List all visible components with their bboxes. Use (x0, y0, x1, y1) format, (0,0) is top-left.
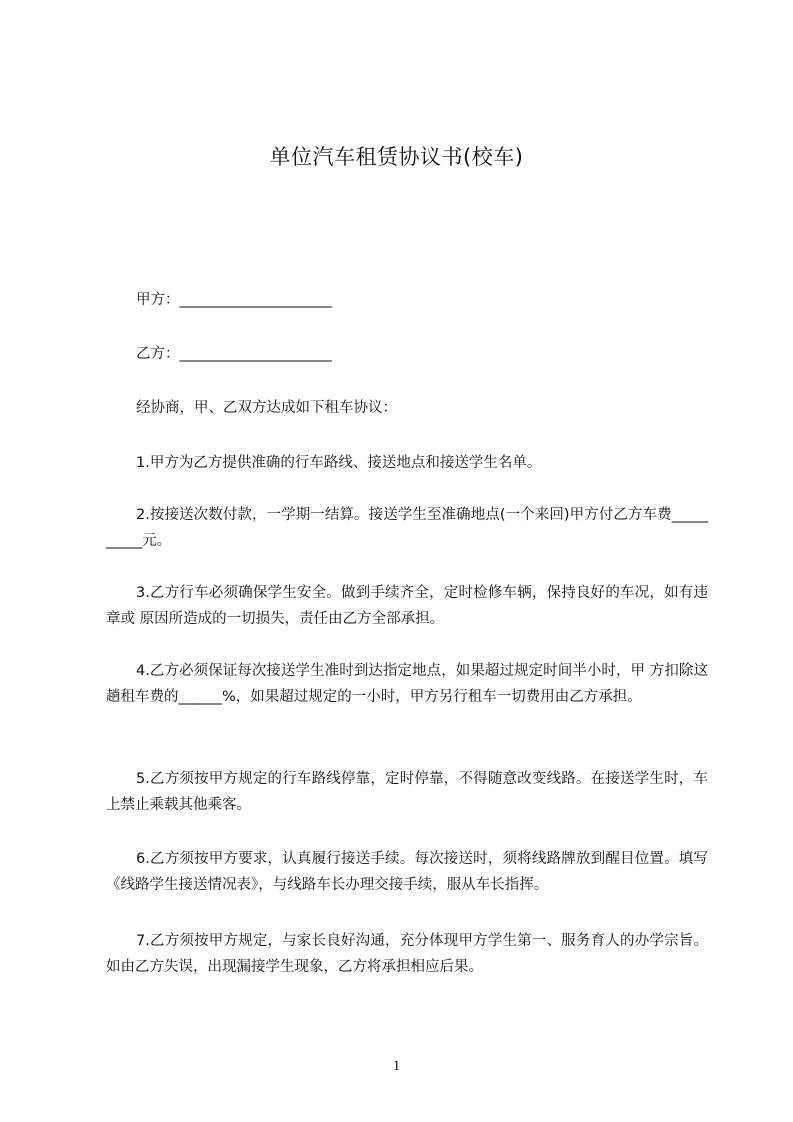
clause-3: 3.乙方行车必须确保学生安全。做到手续齐全，定时检修车辆，保持良好的车况，如有违章或 原因所造成的一切损失，责任由乙方全部承担。 (106, 585, 708, 627)
clause-4: 4.乙方必须保证每次接送学生准时到达指定地点，如果超过规定时间半小时，甲 方扣除这趟租车费的______%，如果超过规定的一小时，甲方另行租车一切费用由乙方承担。 (106, 663, 708, 705)
clause-2: 2.按接送次数付款，一学期一结算。接送学生至准确地点(一个来回)甲方付乙方车费__________元。 (106, 507, 708, 549)
clause-6: 6.乙方须按甲方要求，认真履行接送手续。每次接送时，须将线路牌放到醒目位置。填写《线路学生接送情况表》，与线路车长办理交接手续，服从车长指挥。 (106, 851, 708, 893)
party-b-line: 乙方：_____________________ (136, 346, 332, 362)
document-title: 单位汽车租赁协议书(校车) (269, 145, 524, 169)
clause-7: 7.乙方须按甲方规定，与家长良好沟通，充分体现甲方学生第一、服务育人的办学宗旨。如由乙方失误，出现漏接学生现象，乙方将承担相应后果。 (106, 933, 708, 975)
page-number: 1 (392, 1058, 401, 1074)
party-a-line: 甲方：_____________________ (136, 292, 332, 308)
clause-1: 1.甲方为乙方提供准确的行车路线、接送地点和接送学生名单。 (136, 455, 542, 471)
intro-text: 经协商，甲、乙双方达成如下租车协议： (136, 400, 397, 416)
clause-5: 5.乙方须按甲方规定的行车路线停靠，定时停靠，不得随意改变线路。在接送学生时，车上禁止乘载其他乘客。 (106, 771, 708, 813)
